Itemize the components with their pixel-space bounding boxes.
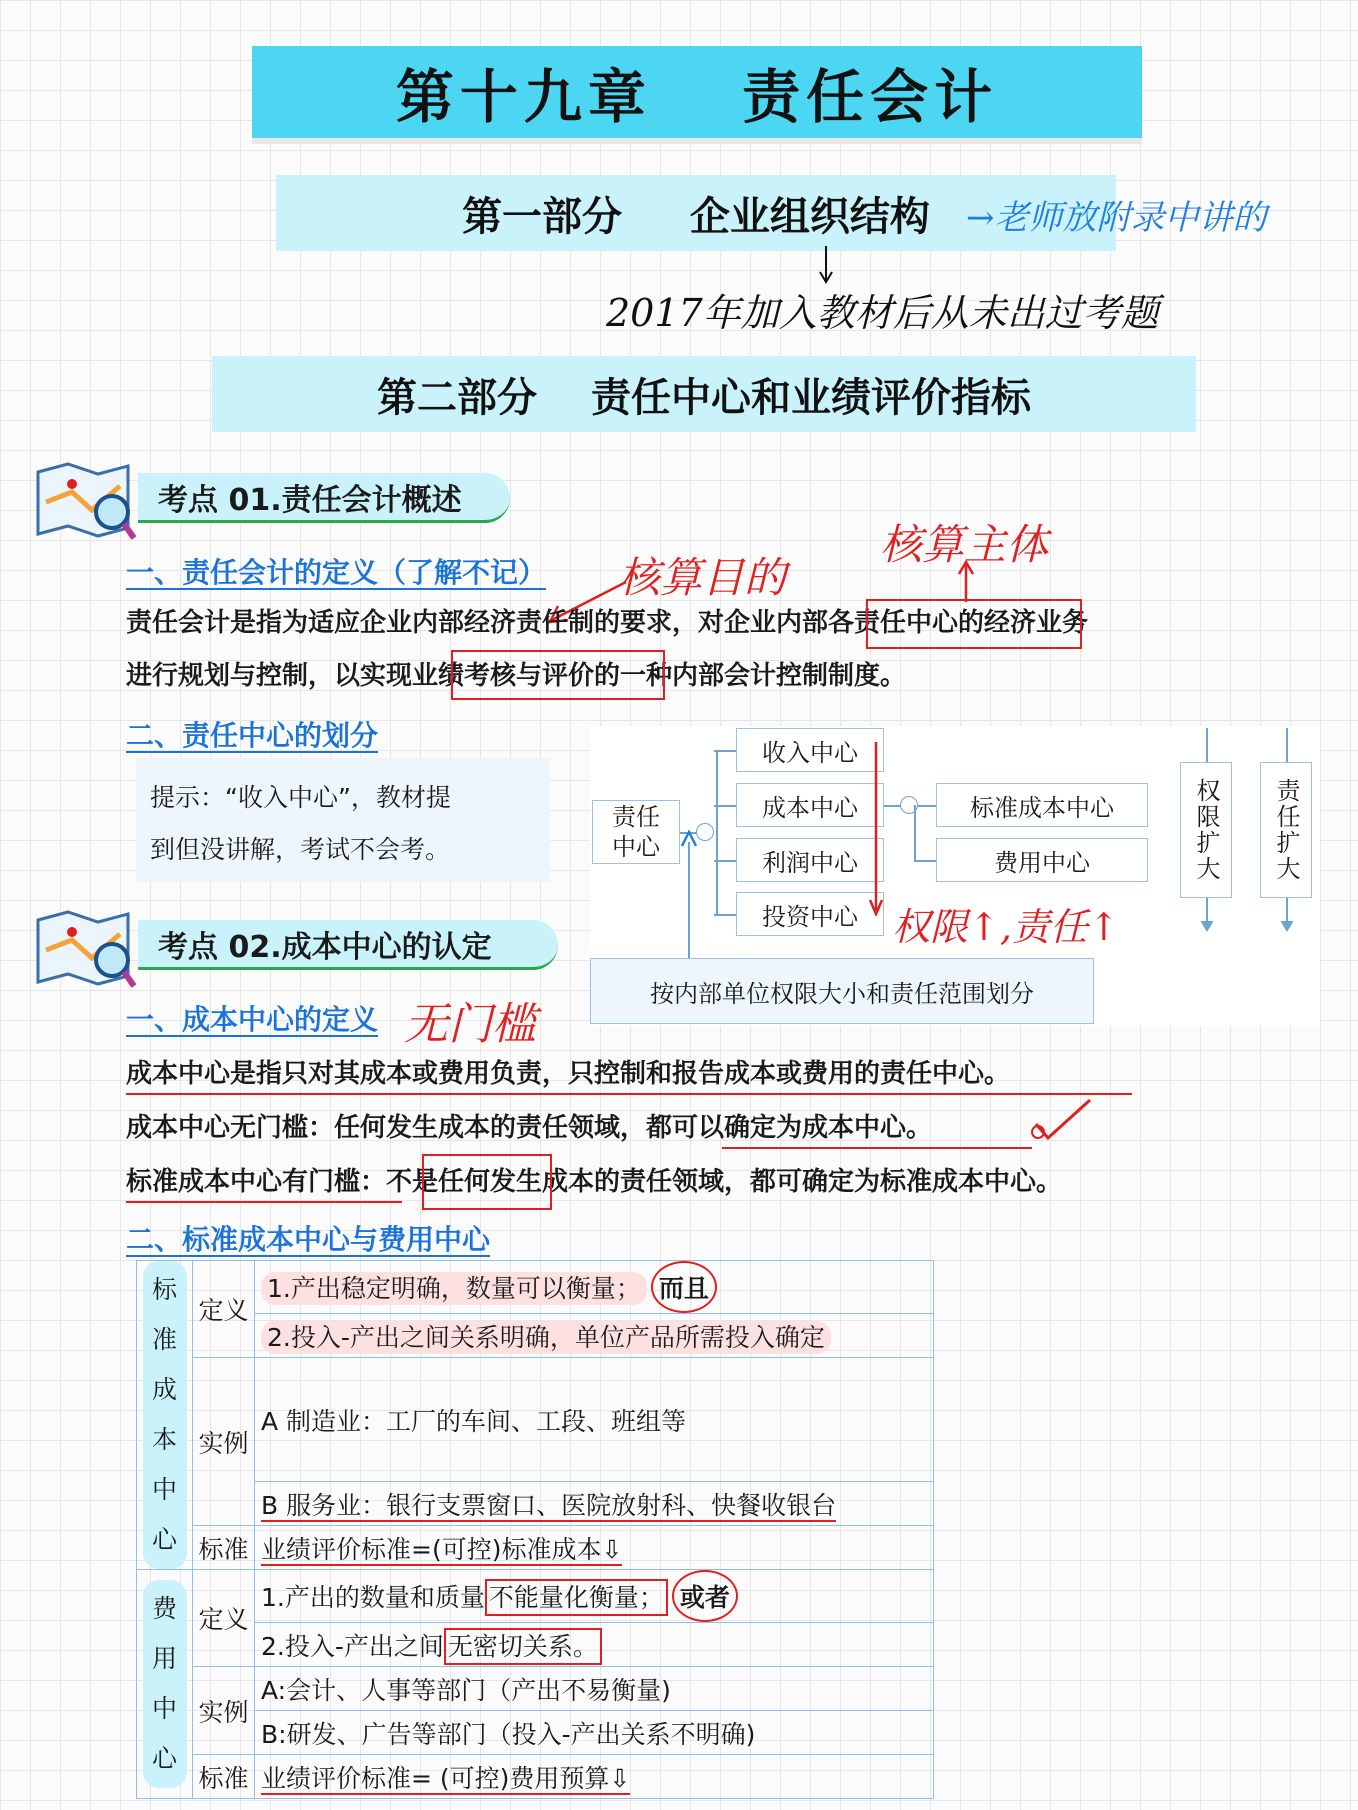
underline <box>126 1201 402 1203</box>
junction-circle-1 <box>696 823 714 841</box>
table-row <box>137 1667 934 1711</box>
row-label: 标准 <box>193 1526 255 1570</box>
red-down-arrow-icon <box>868 742 884 916</box>
row-label: 实例 <box>193 1667 255 1755</box>
part1-handwritten-note: →老师放附录中讲的 <box>966 198 1267 238</box>
row-label: 定义 <box>193 1261 255 1358</box>
down-arrow-icon <box>1199 918 1215 932</box>
table-cell: B:研发、广告等部门（投入-产出关系不明确) <box>255 1711 934 1755</box>
node-cost-center[interactable]: 成本中心 <box>736 783 884 827</box>
side-box-responsibility: 责任扩大 <box>1260 762 1312 898</box>
circle-erqie: 而且 <box>651 1261 717 1313</box>
kd1-definition-line1: 责任会计是指为适应企业内部经济责任制的要求，对企业内部各责任中心的经济业务 <box>126 608 1089 638</box>
connector <box>714 805 736 807</box>
up-arrow-icon <box>680 830 698 850</box>
chapter-title: 第十九章 责任会计 <box>252 46 1142 138</box>
highlight-box-mudi <box>451 650 665 700</box>
tip-line2: 到但没讲解，考试不会考。 <box>150 835 451 864</box>
comparison-table <box>136 1260 934 1799</box>
table-row <box>137 1526 934 1570</box>
node-profit-center[interactable]: 利润中心 <box>736 838 884 882</box>
row-label: 标准 <box>193 1755 255 1799</box>
tip-box <box>136 758 550 882</box>
underline <box>722 1147 1032 1149</box>
highlight-box-bushi <box>422 1154 552 1210</box>
connector <box>914 860 936 862</box>
connector <box>714 860 736 862</box>
map-icon <box>32 462 136 542</box>
node-expense-center[interactable]: 费用中心 <box>936 838 1148 882</box>
connector <box>716 750 718 914</box>
underline <box>126 1093 1132 1095</box>
table-row <box>137 1482 934 1526</box>
part1-exam-note: 2017年加入教材后从未出过考题 <box>606 291 1159 335</box>
table-row <box>137 1755 934 1799</box>
anno-hesuan-zhuti: 核算主体 <box>880 520 1049 569</box>
kd2-line2: 成本中心无门槛：任何发生成本的责任领域，都可以确定为成本中心。 <box>126 1113 933 1143</box>
row-label: 定义 <box>193 1570 255 1667</box>
table-cell: 业绩评价标准=(可控)标准成本⇩ <box>255 1526 934 1570</box>
circle-huozhe: 或者 <box>672 1570 738 1622</box>
basis-box: 按内部单位权限大小和责任范围划分 <box>590 958 1094 1024</box>
connector <box>918 805 936 807</box>
table-row <box>137 1358 934 1482</box>
row-label: 实例 <box>193 1358 255 1526</box>
table-row <box>137 1711 934 1755</box>
kd2-sub1-heading[interactable]: 一、成本中心的定义 <box>126 1003 379 1036</box>
table-cell: 业绩评价标准= (可控)费用预算⇩ <box>255 1755 934 1799</box>
node-revenue-center[interactable]: 收入中心 <box>736 728 884 772</box>
part2-title: 第二部分 责任中心和业绩评价指标 <box>212 356 1196 432</box>
group-expense: 费用中心 <box>137 1570 193 1799</box>
table-cell: 2.投入-产出之间关系明确，单位产品所需投入确定 <box>255 1314 934 1358</box>
anno-wumenkan: 无门槛 <box>404 999 536 1050</box>
tip-line1: 提示：“收入中心”，教材提 <box>150 783 451 812</box>
kd1-sub2-heading[interactable]: 二、责任中心的划分 <box>126 719 379 752</box>
highlight-box-zhuti <box>866 599 1082 649</box>
checkmark-icon <box>1030 1096 1094 1146</box>
table-row <box>137 1261 934 1314</box>
node-standard-cost-center[interactable]: 标准成本中心 <box>936 783 1148 827</box>
map-icon <box>32 910 136 990</box>
kd2-label: 考点 02.成本中心的认定 <box>138 920 558 970</box>
down-arrow-icon <box>818 246 834 286</box>
node-investment-center[interactable]: 投资中心 <box>736 892 884 936</box>
table-row <box>137 1314 934 1358</box>
node-root-label: 责任中心 <box>612 803 660 861</box>
connector <box>714 750 736 752</box>
kd1-definition-line2: 进行规划与控制，以实现业绩考核与评价的一种内部会计控制制度。 <box>126 661 907 691</box>
table-cell: A 制造业：工厂的车间、工段、班组等 <box>255 1358 934 1482</box>
table-cell: 1.产出稳定明确，数量可以衡量； 而且 <box>255 1261 934 1314</box>
connector <box>914 805 916 861</box>
anno-hesuan-mudi: 核算目的 <box>618 553 787 602</box>
node-root[interactable] <box>592 800 680 864</box>
group-standard-cost: 标准成本中心 <box>137 1261 193 1570</box>
connector <box>714 914 736 916</box>
table-row <box>137 1623 934 1667</box>
part1-title: 第一部分 企业组织结构 <box>276 175 1116 251</box>
anno-authority-up: 权限↑,责任↑ <box>892 905 1120 949</box>
kd2-line1: 成本中心是指只对其成本或费用负责，只控制和报告成本或费用的责任中心。 <box>126 1059 1011 1089</box>
kd1-label: 考点 01.责任会计概述 <box>138 473 510 523</box>
connector <box>688 842 690 960</box>
table-cell: 2.投入-产出之间 无密切关系。 <box>255 1623 934 1667</box>
side-box-authority: 权限扩大 <box>1180 762 1232 898</box>
table-row <box>137 1570 934 1623</box>
table-cell: 1.产出的数量和质量 不能量化衡量； 或者 <box>255 1570 934 1623</box>
kd1-sub1-heading[interactable]: 一、责任会计的定义（了解不记） <box>126 556 547 589</box>
table-cell: A:会计、人事等部门（产出不易衡量) <box>255 1667 934 1711</box>
table-cell: B 服务业：银行支票窗口、医院放射科、快餐收银台 <box>255 1482 934 1526</box>
kd2-line3: 标准成本中心有门槛：不是任何发生成本的责任领域，都可确定为标准成本中心。 <box>126 1167 1063 1197</box>
down-arrow-icon <box>1279 918 1295 932</box>
kd2-sub2-heading[interactable]: 二、标准成本中心与费用中心 <box>126 1223 491 1256</box>
